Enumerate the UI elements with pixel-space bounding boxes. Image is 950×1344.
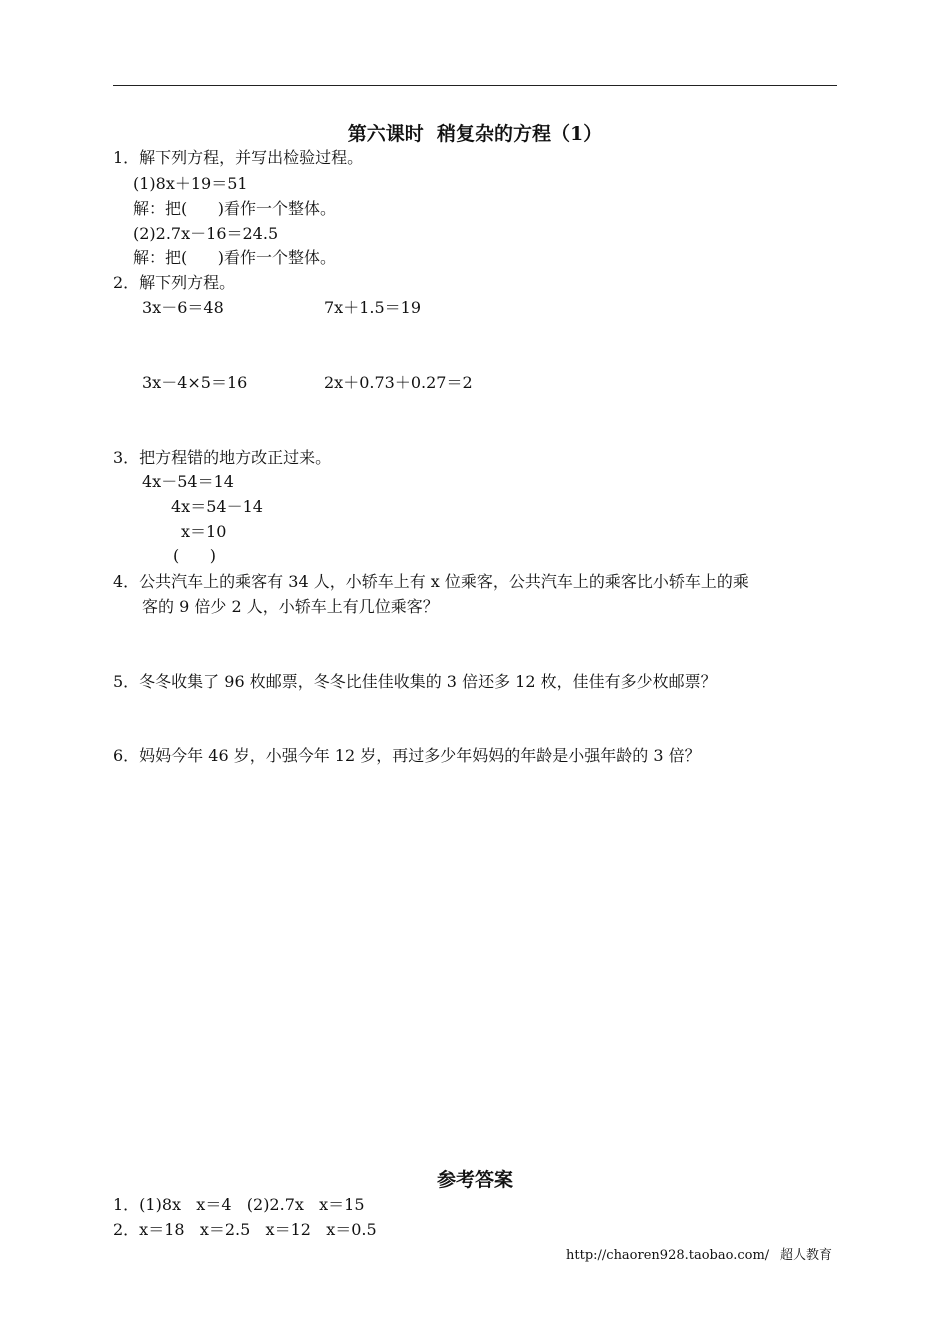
q2-equation-b: 7x＋1.5＝19 (324, 298, 422, 317)
q3-stem: 3．把方程错的地方改正过来。 (113, 448, 332, 467)
q3-line-2: 4x＝54－14 (171, 497, 263, 516)
q2-equation-d: 2x＋0.73＋0.27＝2 (324, 373, 473, 392)
q4-line-2: 客的 9 倍少 2 人，小轿车上有几位乘客？ (142, 597, 439, 616)
q3-line-3: x＝10 (181, 522, 227, 541)
q1-equation-1: (1)8x＋19＝51 (133, 174, 248, 193)
q2-equation-c: 3x－4×5＝16 (142, 373, 248, 392)
q3-line-1: 4x－54＝14 (142, 472, 234, 491)
q1-hint-1: 解：把( )看作一个整体。 (133, 199, 337, 218)
q3-line-4: ( ) (173, 546, 216, 565)
header-rule (113, 85, 837, 86)
answer-2: 2．x＝18 x＝2.5 x＝12 x＝0.5 (113, 1220, 377, 1239)
q1-equation-2: (2)2.7x－16＝24.5 (133, 224, 279, 243)
q1-stem: 1．解下列方程，并写出检验过程。 (113, 148, 364, 167)
footer-brand: 超人教育 (780, 1248, 833, 1263)
q1-hint-2: 解：把( )看作一个整体。 (133, 248, 337, 267)
q2-equation-a: 3x－6＝48 (142, 298, 224, 317)
q4-line-1: 4．公共汽车上的乘客有 34 人，小轿车上有 x 位乘客，公共汽车上的乘客比小轿车上的乘 (113, 572, 749, 591)
q2-stem: 2．解下列方程。 (113, 273, 236, 292)
page-title: 第六课时 稍复杂的方程（1） (347, 123, 603, 145)
answers-title: 参考答案 (436, 1169, 513, 1191)
footer-url: http://chaoren928.taobao.com/ (566, 1248, 770, 1263)
answer-1: 1．(1)8x x＝4 (2)2.7x x＝15 (113, 1195, 365, 1214)
question-6: 6．妈妈今年 46 岁，小强今年 12 岁，再过多少年妈妈的年龄是小强年龄的 3 倍？ (113, 746, 701, 765)
question-5: 5．冬冬收集了 96 枚邮票，冬冬比佳佳收集的 3 倍还多 12 枚，佳佳有多少枚邮票？ (113, 672, 717, 691)
